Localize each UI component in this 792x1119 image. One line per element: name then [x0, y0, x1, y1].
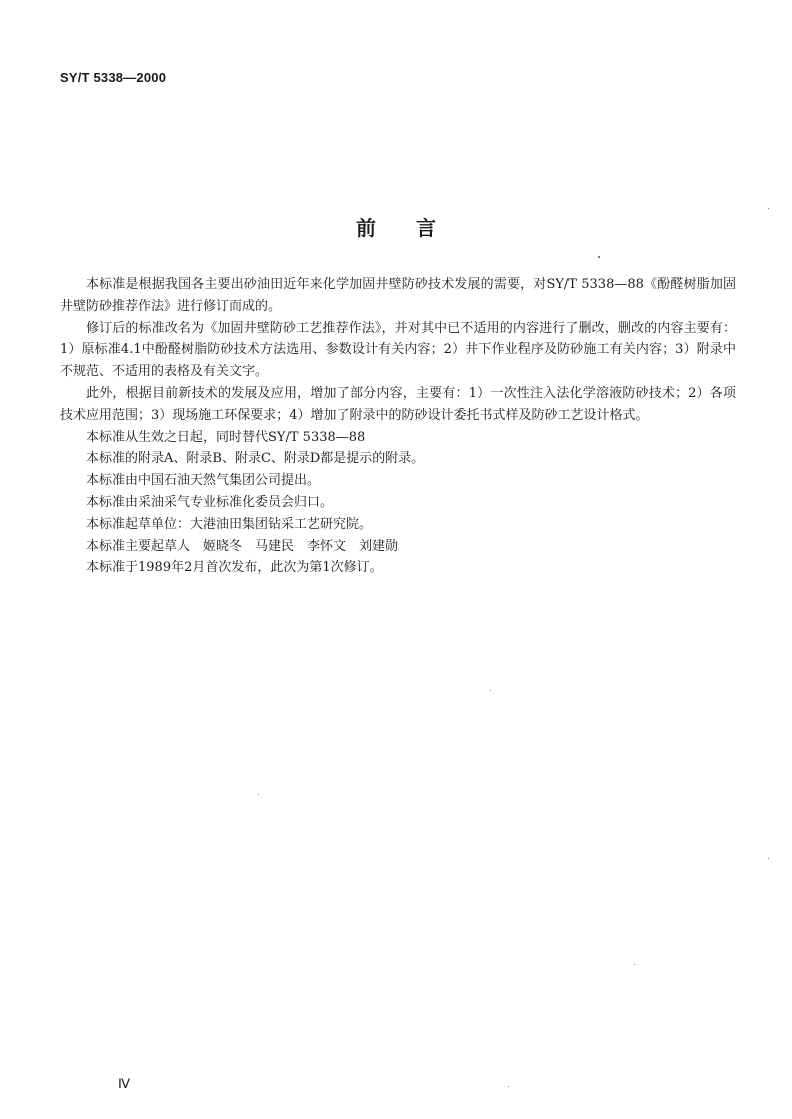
paragraph-additions: 此外，根据目前新技术的发展及应用，增加了部分内容，主要有：1）一次性注入法化学溶液防砂技术；2）各项技术应用范围；3）现场施工环保要求；4）增加了附录中的防砂设计委托书式样及防砂工艺设计格式。	[60, 385, 736, 423]
scan-speck	[490, 690, 491, 691]
paragraph-history: 本标准于1989年2月首次发布，此次为第1次修订。	[86, 560, 383, 576]
page-title	[0, 212, 792, 241]
title-char-2: 言	[416, 216, 436, 240]
scan-speck	[634, 964, 635, 965]
paragraph-drafters: 本标准主要起草人 姬晓冬 马建民 李怀文 刘建勋	[86, 538, 399, 554]
scan-speck	[258, 794, 259, 795]
paragraph-appendices: 本标准的附录A、附录B、附录C、附录D都是提示的附录。	[86, 451, 425, 467]
paragraph-proposer: 本标准由中国石油天然气集团公司提出。	[86, 473, 321, 489]
paragraph-revisions: 修订后的标准改名为《加固井壁防砂工艺推荐作法》，并对其中已不适用的内容进行了删改，删改的内容主要有：1）原标准4.1中酚醛树脂防砂技术方法选用、参数设计有关内容；2）井下作业程序及防砂施工有关内容；3）附录中不规范、不适用的表格及有关文字。	[60, 320, 736, 380]
scan-speck	[768, 208, 769, 209]
scan-speck	[508, 1086, 509, 1087]
scan-speck	[768, 858, 769, 859]
standard-code: SY/T 5338—2000	[60, 70, 167, 85]
paragraph-drafting-unit: 本标准起草单位：大港油田集团钻采工艺研究院。	[86, 516, 373, 532]
page-number: Ⅳ	[118, 1076, 130, 1091]
foreword-body	[60, 274, 736, 579]
paragraph-replacement: 本标准从生效之日起，同时替代SY/T 5338—88	[86, 429, 366, 445]
title-char-1: 前	[356, 216, 376, 240]
paragraph-purpose: 本标准是根据我国各主要出砂油田近年来化学加固井壁防砂技术发展的需要，对SY/T 5338—88《酚醛树脂加固井壁防砂推荐作法》进行修订而成的。	[60, 277, 736, 314]
scan-speck	[598, 256, 600, 258]
paragraph-committee: 本标准由采油采气专业标准化委员会归口。	[86, 494, 334, 510]
